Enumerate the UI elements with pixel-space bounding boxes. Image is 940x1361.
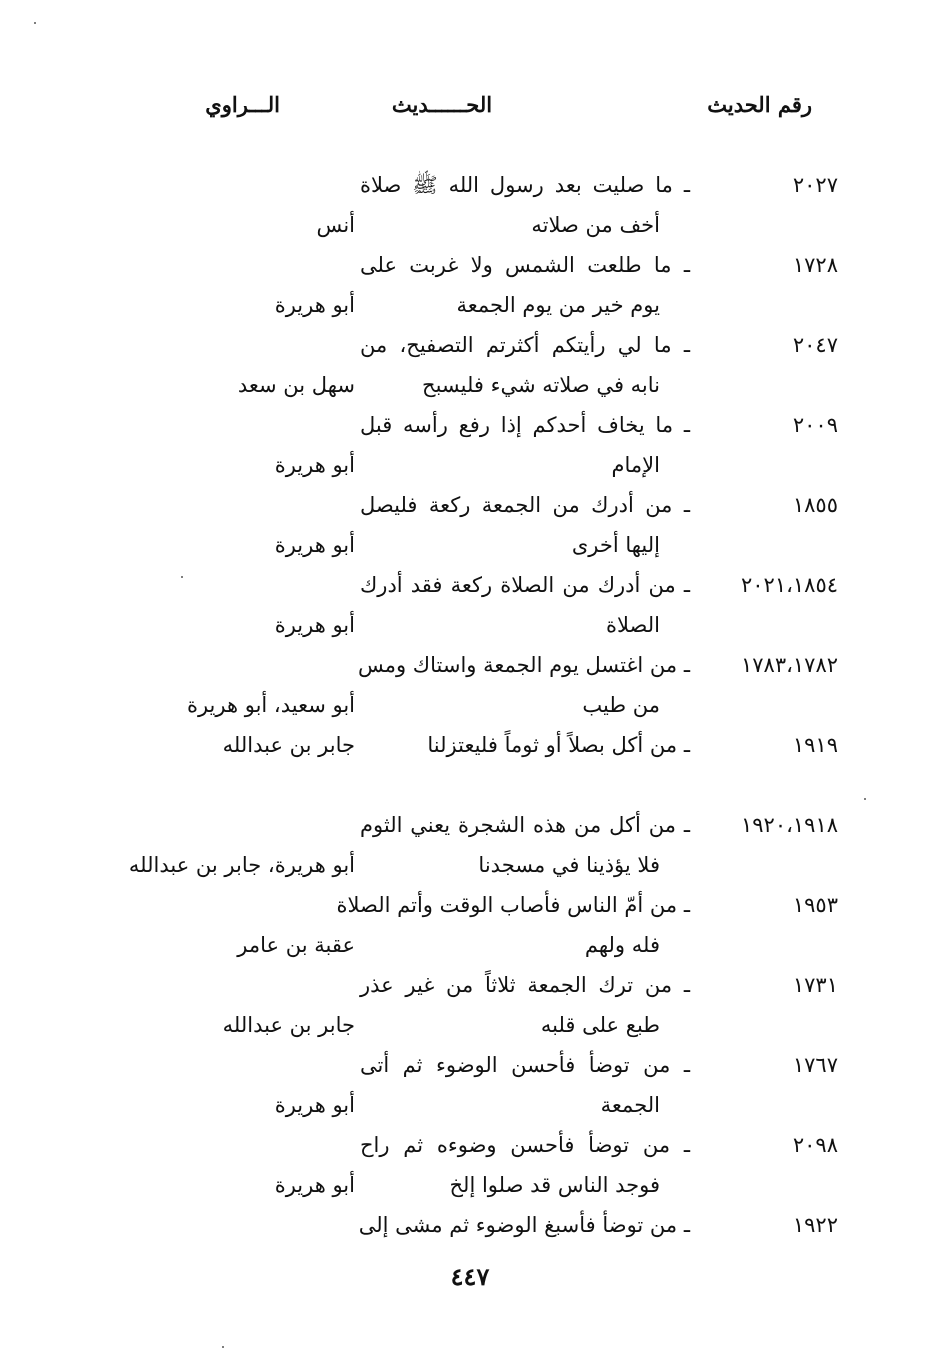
hadith-text-line1: ـ من أدرك من الصلاة ركعة فقد أدرك xyxy=(360,573,690,597)
hadith-text-line2: الصلاة xyxy=(606,613,660,637)
scan-speck xyxy=(34,22,36,24)
hadith-text-line2: طبع على قلبه xyxy=(540,1013,660,1037)
narrator: أبو هريرة xyxy=(274,453,355,477)
hadith-number: ١٧٢٨ xyxy=(792,253,838,277)
hadith-text-line1: ـ ما صليت بعد رسول الله ﷺ صلاة xyxy=(360,173,690,197)
narrator: جابر بن عبدالله xyxy=(222,733,355,757)
hadith-text-line1: ـ من أكل بصلاً أو ثوماً فليعتزلنا xyxy=(427,733,690,757)
hadith-text-line2: فوجد الناس قد صلوا إلخ xyxy=(449,1173,660,1197)
hadith-text-line1: ـ ما طلعت الشمس ولا غربت على xyxy=(360,253,690,277)
narrator: أبو هريرة xyxy=(274,533,355,557)
hadith-text-line1: ـ من اغتسل يوم الجمعة واستاك ومس xyxy=(357,653,690,677)
narrator: عقبة بن عامر xyxy=(237,933,355,957)
hadith-text-line2: إليها أخرى xyxy=(571,533,660,557)
column-header-narrator: الـــراوي xyxy=(205,92,280,117)
hadith-number: ٢٠٤٧ xyxy=(792,333,838,357)
scan-speck xyxy=(222,1346,224,1348)
hadith-number: ١٩١٩ xyxy=(792,733,838,757)
narrator: أبو هريرة xyxy=(274,1173,355,1197)
hadith-text-line2: فله ولهم xyxy=(584,933,660,957)
hadith-number: ١٩٥٣ xyxy=(792,893,838,917)
narrator: أنس xyxy=(316,213,355,237)
hadith-number: ١٧٣١ xyxy=(792,973,838,997)
hadith-number: ٢٠٢٧ xyxy=(792,173,838,197)
hadith-text-line1: ـ ما لي رأيتكم أكثرتم التصفيح، من xyxy=(360,333,690,357)
narrator: أبو سعيد، أبو هريرة xyxy=(186,693,355,717)
hadith-text-line1: ـ من ترك الجمعة ثلاثاً من غير عذر xyxy=(360,973,690,997)
hadith-text-line1: ـ من أدرك من الجمعة ركعة فليصل xyxy=(360,493,690,517)
hadith-number: ١٧٦٧ xyxy=(792,1053,838,1077)
hadith-number: ١٩٢٠،١٩١٨ xyxy=(740,813,838,837)
hadith-text-line1: ـ من توضأ فأحسن الوضوء ثم أتى xyxy=(360,1053,690,1077)
hadith-text-line1: ـ من توضأ فأسبغ الوضوء ثم مشى إلى xyxy=(358,1213,690,1237)
narrator: أبو هريرة xyxy=(274,613,355,637)
narrator: أبو هريرة، جابر بن عبدالله xyxy=(128,853,355,877)
hadith-text-line1: ـ ما يخاف أحدكم إذا رفع رأسه قبل xyxy=(360,413,690,437)
hadith-text-line2: من طيب xyxy=(582,693,660,717)
hadith-text-line2: يوم خير من يوم الجمعة xyxy=(456,293,660,317)
column-header-number: رقم الحديث xyxy=(707,92,812,117)
hadith-number: ١٧٨٣،١٧٨٢ xyxy=(740,653,838,677)
page-number: ٤٤٧ xyxy=(450,1262,490,1291)
hadith-number: ٢٠٢١،١٨٥٤ xyxy=(740,573,838,597)
hadith-text-line1: ـ من أمّ الناس فأصاب الوقت وأتم الصلاة xyxy=(336,893,690,917)
narrator: سهل بن سعد xyxy=(237,373,355,397)
scan-speck xyxy=(864,798,866,800)
hadith-text-line2: الإمام xyxy=(611,453,660,477)
hadith-text-line2: أخف من صلاته xyxy=(531,213,660,237)
hadith-text-line1: ـ من أكل من هذه الشجرة يعني الثوم xyxy=(360,813,690,837)
hadith-text-line2: فلا يؤذينا في مسجدنا xyxy=(478,853,660,877)
hadith-number: ٢٠٩٨ xyxy=(792,1133,838,1157)
narrator: جابر بن عبدالله xyxy=(222,1013,355,1037)
hadith-text-line1: ـ من توضأ فأحسن وضوءه ثم راح xyxy=(360,1133,690,1157)
hadith-number: ٢٠٠٩ xyxy=(792,413,838,437)
hadith-number: ١٩٢٢ xyxy=(792,1213,838,1237)
narrator: أبو هريرة xyxy=(274,293,355,317)
hadith-text-line2: نابه في صلاته شيء فليسبح xyxy=(422,373,660,397)
hadith-text-line2: الجمعة xyxy=(600,1093,660,1117)
scan-speck xyxy=(181,576,183,578)
narrator: أبو هريرة xyxy=(274,1093,355,1117)
column-header-hadith: الحــــــديث xyxy=(391,92,493,117)
hadith-number: ١٨٥٥ xyxy=(792,493,838,517)
